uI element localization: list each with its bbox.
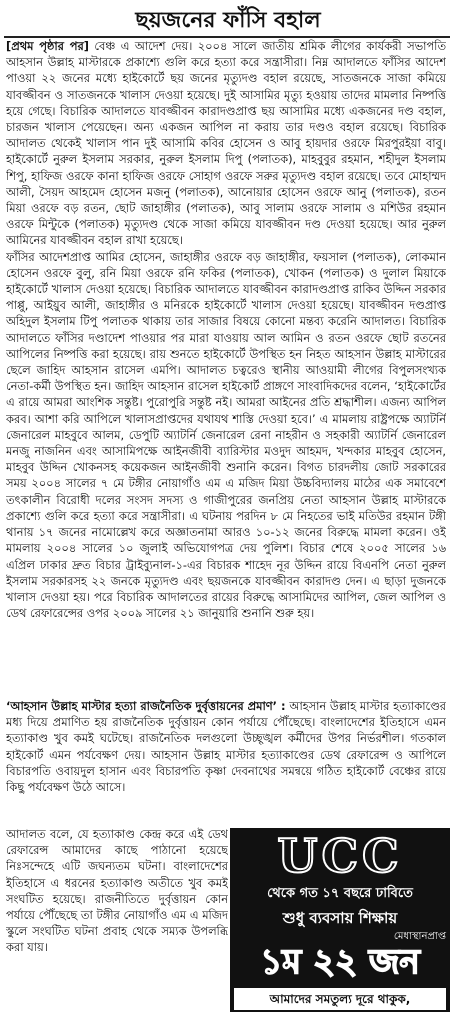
left-column-text: আদালত বলে, যে হত্যাকাণ্ড কেন্দ্র করে এই ডেথ রেফারেন্স আমাদের কাছে পাঠানো হয়েছে নিঃসন্দেহে এটি জঘন্যতম ঘটনা। বাংলাদেশের ইতিহাসে এ ধরনের হত্যাকাণ্ড অতীতে খুব কমই সংঘটিত হয়েছে। রাজনীতিতে দুর্বৃত্তায়ন কোন পর্যায়ে পৌঁছেছে তা টঙ্গীর নোয়াগাঁও এম এ মজিদ স্কুলে সংঘটিত ঘটনা প্রবাহ থেকে সম্যক উপলব্ধি করা যায়। [6, 827, 228, 955]
subhead: ‘আহসান উল্লাহ মাস্টার হত্যা রাজনৈতিক দুর্বৃত্তায়নের প্রমাণ’ : [6, 699, 286, 713]
ad-line-1: থেকে গত ১৭ বছরে ঢাবিতে [267, 886, 413, 901]
lead-label: [প্রথম পৃষ্ঠার পর] [6, 39, 89, 53]
ucc-advertisement [230, 828, 450, 1012]
article-paragraph-1 [6, 38, 446, 249]
ad-logo: UCC [277, 829, 403, 883]
ad-line-2: শুধু ব্যবসায় শিক্ষায় [282, 909, 398, 927]
paragraph-text: বেঞ্চ এ আদেশ দেয়। ২০০৪ সালে জাতীয় শ্রমিক লীগের কার্যকরী সভাপতি আহসান উল্লাহ মাস্টারকে প্রকাশ্যে গুলি করে হত্যা করে সন্ত্রাসীরা। নিম্ন আদালতে ফাঁসির আদেশ পাওয়া ২২ জনের মধ্যে হাইকোর্টে ছয় জনের মৃত্যুদণ্ড বহাল রয়েছে, সাতজনকে সাজা কমিয়ে যাবজ্জীবন ও সাতজনকে খালাস দেওয়া হয়েছে। দুই আসামির মৃত্যু হওয়ায় তাদের মামলার নিষ্পত্তি হয়ে গেছে। বিচারিক আদালতে যাবজ্জীবন কারাদণ্ডপ্রাপ্ত ছয় আসামির মধ্যে একজনের দণ্ড বহাল, চারজন খালাস পেয়েছেন। অন্য একজন আপিল না করায় তার দণ্ডও বহাল রয়েছে। বিচারিক আদালত থেকেই খালাস পান দুই আসামি কবির হোসেন ও আবু হায়দার ওরফে মিরপুরইয়া বাবু। হাইকোর্টে নুরুল ইসলাম সরকার, নুরুল ইসলাম দিপু (পলাতক), মাহবুবুর রহমান, শহীদুল ইসলাম শিপু, হাফিজ ওরফে কানা হাফিজ ওরফে সোহাগ ওরফে সরুর মৃত্যুদণ্ড বহাল রয়েছে। তবে মোহাম্মদ আলী, সৈয়দ আহমেদ হোসেন মজনু (পলাতক), আনোয়ার হোসেন ওরফে আনু (পলাতক), রতন মিয়া ওরফে বড় রতন, ছোট জাহাঙ্গীর (পলাতক), আবু সালাম ওরফে সালাম ও মশিউর রহমান ওরফে মিন্টুকে (পলাতক) মৃত্যুদণ্ড থেকে সাজা কমিয়ে যাবজ্জীবন দণ্ড দেওয়া হয়েছে। আর নুরুল আমিনের যাবজ্জীবন বহাল রাখা হয়েছে। [6, 39, 446, 248]
ad-line-3: মেধাস্থানপ্রাপ্ত [393, 931, 446, 942]
ad-big-rank: ১ম ২২ জন [260, 942, 420, 982]
article-headline: ছয়জনের ফাঁসি বহাল [135, 7, 321, 33]
subhead-section [6, 698, 446, 818]
subhead-body: আহসান উল্লাহ মাস্টার হত্যাকাণ্ডের মধ্য দিয়ে প্রমাণিত হয় রাজনৈতিক দুর্বৃত্তায়ন কোন পর্যায়ে পৌঁছেছে। বাংলাদেশের ইতিহাসে এমন হত্যাকাণ্ড খুব কমই ঘটেছে। রাজনৈতিক দলগুলো উচ্ছৃঙ্খল কর্মীদের উপর নির্ভরশীল। গতকাল হাইকোর্ট এমন পর্যবেক্ষণ দেয়। আহসান উল্লাহ মাস্টার হত্যাকাণ্ডের ডেথ রেফারেন্স ও আপিলে বিচারপতি ওবায়দুল হাসান এবং বিচারপতি কৃষ্ণা দেবনাথের সমন্বয়ে গঠিত হাইকোর্ট বেঞ্চের রায়ে কিছু পর্যবেক্ষণ উঠে আসে। [6, 699, 446, 795]
article-paragraph-2: ফাঁসির আদেশপ্রাপ্ত আমির হোসেন, জাহাঙ্গীর ওরফে বড় জাহাঙ্গীর, ফয়সাল (পলাতক), লোকমান হোসেন ওরফে বুলু, রনি মিয়া ওরফে রনি ফকির (পলাতক), খোকন (পলাতক) ও দুলাল মিয়াকে হাইকোর্টে খালাস দেওয়া হয়েছে। বিচারিক আদালতে যাবজ্জীবন কারাদণ্ডপ্রাপ্ত রাকিব উদ্দিন সরকার পাপ্পু, আইয়ুব আলী, জাহাঙ্গীর ও মনিরকে হাইকোর্টে খালাস দেওয়া হয়েছে। যাবজ্জীবন দণ্ডপ্রাপ্ত অহিদুল ইসলাম টিপু পলাতক থাকায় তার সাজার বিষয়ে কোনো মন্তব্য করেনি আদালত। বিচারিক আদালতে ফাঁসির দণ্ডাদেশ পাওয়ার পর মারা যাওয়ায় আল আমিন ও রতন ওরফে ছোট রতনের আপিলের নিষ্পত্তি করা হয়েছে। রায় শুনতে হাইকোর্টে উপস্থিত হন নিহত আহসান উল্লাহ মাস্টারের ছেলে জাহিদ আহসান রাসেল এমপি। আদালত চত্বরেও স্থানীয় আওয়ামী লীগের বিপুলসংখ্যক নেতা-কর্মী উপস্থিত হন। জাহিদ আহসান রাসেল হাইকোর্ট প্রাঙ্গণে সাংবাদিকদের বলেন, ‘হাইকোর্টের এ রায়ে আমরা আংশিক সন্তুষ্ট। পুরোপুরি সন্তুষ্ট নই। আমরা আইনের প্রতি শ্রদ্ধাশীল। এজন্য আপিল করব। আশা করি আপিলে খালাসপ্রাপ্তদের যথাযথ শাস্তি দেওয়া হবে।’ এ মামলায় রাষ্ট্রপক্ষে অ্যাটর্নি জেনারেল মাহবুবে আলম, ডেপুটি অ্যাটর্নি জেনারেল রেনা নাহরীন ও সহকারী অ্যাটর্নি জেনারেল মনজু নাজনিন এবং আসামিপক্ষে আইনজীবী ব্যারিস্টার মওদুদ আহমদ, খন্দকার মাহবুব হোসেন, মাহবুব উদ্দিন খোকনসহ কয়েকজন আইনজীবী শুনানি করেন। বিগত চারদলীয় জোট সরকারের সময় ২০০৪ সালের ৭ মে টঙ্গীর নোয়াগাঁও এম এ মজিদ মিয়া উচ্চবিদ্যালয় মাঠের এক সমাবেশে তৎকালীন বিরোধী দলের সংসদ সদস্য ও গাজীপুরের জনপ্রিয় নেতা আহসান উল্লাহ মাস্টারকে প্রকাশ্যে গুলি করে হত্যা করে সন্ত্রাসীরা। এ ঘটনায় পরদিন ৮ মে নিহতের ভাই মতিউর রহমান টঙ্গী থানায় ১৭ জনের নামোল্লেখ করে অজ্ঞাতনামা আরও ১০-১২ জনের বিরুদ্ধে মামলা করেন। ওই মামলায় ২০০৪ সালের ১০ জুলাই অভিযোগপত্র দেয় পুলিশ। বিচার শেষে ২০০৫ সালের ১৬ এপ্রিল ঢাকার দ্রুত বিচার ট্রাইব্যুনাল-১-এর বিচারক শাহেদ নূর উদ্দিন রায়ে বিএনপি নেতা নুরুল ইসলাম সরকারসহ ২২ জনকে মৃত্যুদণ্ড এবং ছয়জনকে যাবজ্জীবন কারাদণ্ড দেন। এ ছাড়া দুজনকে খালাস দেওয়া হয়। পরে বিচারিক আদালতের রায়ের বিরুদ্ধে আসামিদের আপিল, জেল আপিল ও ডেথ রেফারেন্সের ওপর ২০০৯ সালের ২১ জানুয়ারি শুনানি শুরু হয়। [6, 249, 446, 621]
article-body [6, 38, 446, 698]
ad-bottom-bar: আমাদের সমতুল্য দূরে থাকুক, [234, 988, 446, 1010]
